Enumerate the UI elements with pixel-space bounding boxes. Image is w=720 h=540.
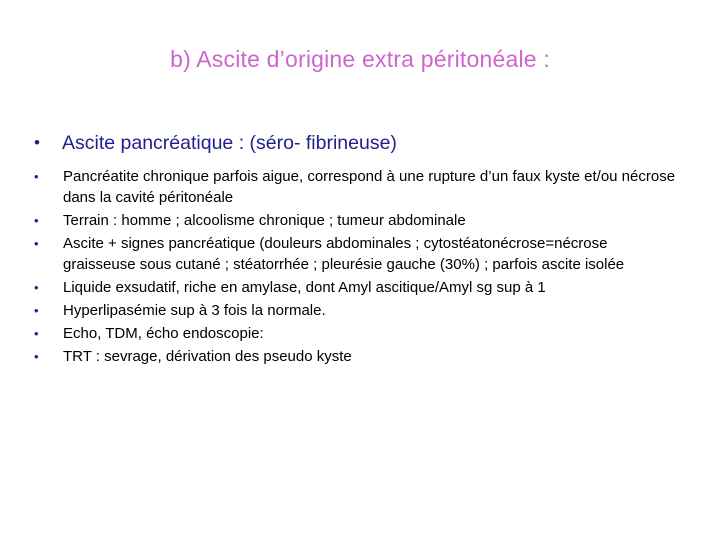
bullet-icon: • (34, 326, 39, 341)
list-item-text: Ascite + signes pancréatique (douleurs abdominales ; cytostéatonécrose=nécrose graisseuse sous cutané ; stéatorrhée ; pleurésie gauche (30%) ; parfois ascite isolée (63, 235, 625, 273)
bullet-icon: • (34, 133, 40, 152)
list-item-text: Liquide exsudatif, riche en amylase, dont Amyl ascitique/Amyl sg sup à 1 (63, 279, 546, 296)
bullet-icon: • (34, 213, 39, 228)
list-item-text: TRT : sevrage, dérivation des pseudo kyste (63, 348, 352, 365)
bullet-icon: • (34, 169, 39, 184)
list-item (34, 323, 684, 344)
bullet-icon: • (34, 303, 39, 318)
bullet-list (34, 166, 684, 369)
slide-title: b) Ascite d’origine extra péritonéale : (170, 46, 550, 72)
list-item-text: Terrain : homme ; alcoolisme chronique ; tumeur abdominale (63, 212, 466, 229)
list-item-text: Echo, TDM, écho endoscopie: (63, 325, 264, 342)
list-item-text: Hyperlipasémie sup à 3 fois la normale. (63, 302, 326, 319)
list-item (34, 233, 684, 275)
list-item (34, 210, 684, 231)
list-item (34, 346, 684, 367)
list-item-text: Pancréatite chronique parfois aigue, correspond à une rupture d’un faux kyste et/ou nécrose dans la cavité péritonéale (63, 168, 676, 206)
bullet-icon: • (34, 280, 39, 295)
bullet-icon: • (34, 349, 39, 364)
list-item (34, 166, 684, 208)
bullet-icon: • (34, 236, 39, 251)
list-item (34, 277, 684, 298)
list-item (34, 300, 684, 321)
section-heading-text: Ascite pancréatique : (séro- fibrineuse) (62, 132, 397, 154)
section-heading (34, 132, 694, 155)
